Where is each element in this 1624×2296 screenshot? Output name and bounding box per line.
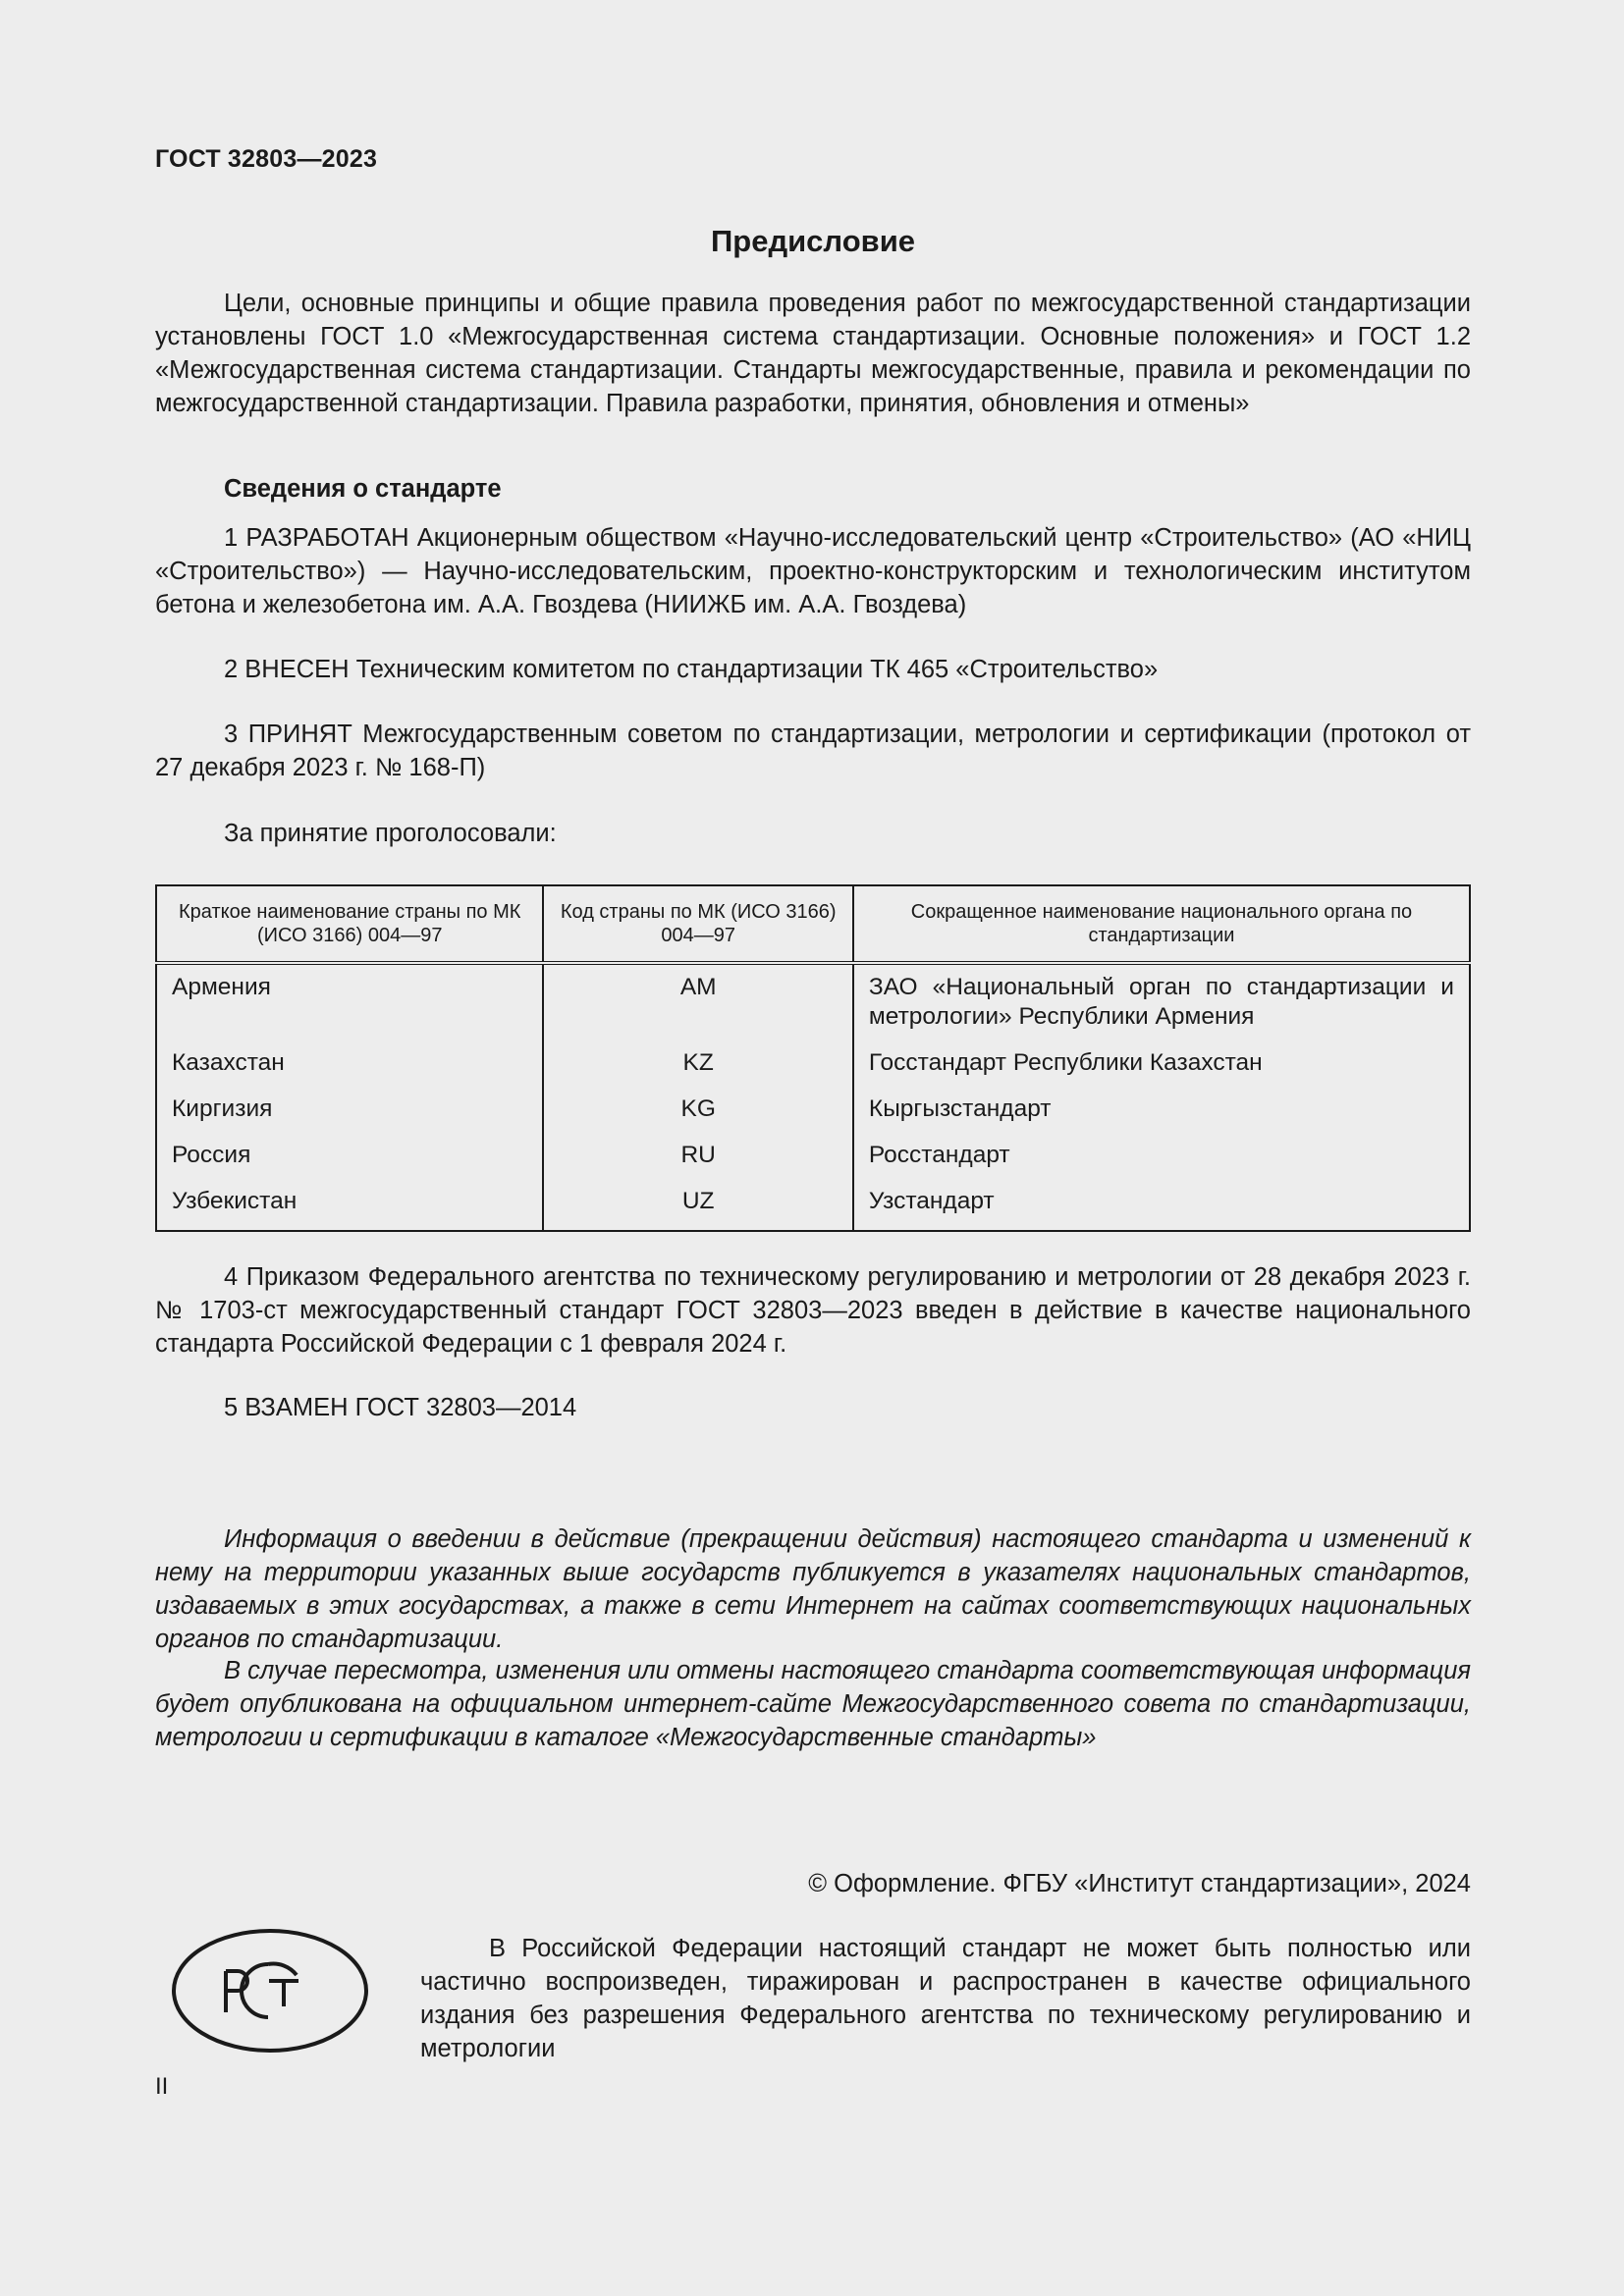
code-cell: KZ xyxy=(543,1045,852,1092)
item-replaces: 5 ВЗАМЕН ГОСТ 32803—2014 xyxy=(224,1394,577,1421)
page-title: Предисловие xyxy=(710,224,915,258)
table-row xyxy=(156,963,1470,1045)
table-row xyxy=(156,1184,1470,1231)
document-id: ГОСТ 32803—2023 xyxy=(155,145,378,173)
copyright-line: © Оформление. ФГБУ «Институт стандартизации», 2024 xyxy=(808,1870,1471,1897)
item-order: 4 Приказом Федерального агентства по техническому регулированию и метрологии от 28 декабря 2023 г. № 1703-ст межгосударственный стандарт ГОСТ 32803—2023 введен в действие в качестве национального стандарта Российской Федерации с 1 февраля 2024 г. xyxy=(155,1263,1471,1358)
table-header-row xyxy=(156,885,1470,963)
body-cell: Узстандарт xyxy=(853,1184,1470,1231)
page-number: II xyxy=(155,2073,169,2100)
country-cell: Казахстан xyxy=(156,1045,543,1092)
rights-notice: В Российской Федерации настоящий стандарт не может быть полностью или частично воспроизведен, тиражирован и распространен в качестве официального издания без разрешения Федерального агентства по техническому регулированию и метрологии xyxy=(420,1935,1471,2062)
rst-certification-mark-icon xyxy=(171,1928,369,2054)
item-introduced: 2 ВНЕСЕН Техническим комитетом по стандартизации ТК 465 «Строительство» xyxy=(224,656,1159,683)
voting-table xyxy=(155,884,1471,1232)
column-header-country: Краткое наименование страны по МК (ИСО 3166) 004—97 xyxy=(156,885,543,963)
country-cell: Киргизия xyxy=(156,1092,543,1138)
body-cell: Росстандарт xyxy=(853,1138,1470,1184)
code-cell: UZ xyxy=(543,1184,852,1231)
country-cell: Узбекистан xyxy=(156,1184,543,1231)
column-header-code: Код страны по МК (ИСО 3166) 004—97 xyxy=(543,885,852,963)
intro-paragraph: Цели, основные принципы и общие правила проведения работ по межгосударственной стандартизации установлены ГОСТ 1.0 «Межгосударственная система стандартизации. Основные положения» и ГОСТ 1.2 «Межгосударственная система стандартизации. Стандарты межгосударственные, правила и рекомендации по межгосударственной стандартизации. Правила разработки, принятия, обновления и отмены» xyxy=(155,290,1471,417)
body-cell: Кыргызстандарт xyxy=(853,1092,1470,1138)
table-row xyxy=(156,1092,1470,1138)
table-row xyxy=(156,1045,1470,1092)
code-cell: KG xyxy=(543,1092,852,1138)
code-cell: AM xyxy=(543,963,852,1045)
notice-paragraph-1: Информация о введении в действие (прекращении действия) настоящего стандарта и изменений к нему на территории указанных выше государств публикуется в указателях национальных стандартов, издаваемых в этих государствах, а также в сети Интернет на сайтах соответствующих национальных органов по стандартизации. xyxy=(155,1525,1471,1653)
column-header-body: Сокращенное наименование национального органа по стандартизации xyxy=(853,885,1470,963)
item-adopted: 3 ПРИНЯТ Межгосударственным советом по стандартизации, метрологии и сертификации (протокол от 27 декабря 2023 г. № 168-П) xyxy=(155,721,1471,781)
body-cell: ЗАО «Национальный орган по стандартизации и метрологии» Республики Армения xyxy=(853,963,1470,1045)
item-developed: 1 РАЗРАБОТАН Акционерным обществом «Научно-исследовательский центр «Строительство» (АО «НИЦ «Строительство») — Научно-исследовательским, проектно-конструкторским и технологическим институтом бетона и железобетона им. А.А. Гвоздева (НИИЖБ им. А.А. Гвоздева) xyxy=(155,524,1471,618)
body-cell: Госстандарт Республики Казахстан xyxy=(853,1045,1470,1092)
country-cell: Армения xyxy=(156,963,543,1045)
info-heading: Сведения о стандарте xyxy=(224,475,502,503)
code-cell: RU xyxy=(543,1138,852,1184)
country-cell: Россия xyxy=(156,1138,543,1184)
voted-label: За принятие проголосовали: xyxy=(224,820,557,847)
table-row xyxy=(156,1138,1470,1184)
notice-paragraph-2: В случае пересмотра, изменения или отмены настоящего стандарта соответствующая информация будет опубликована на официальном интернет-сайте Межгосударственного совета по стандартизации, метрологии и сертификации в каталоге «Межгосударственные стандарты» xyxy=(155,1657,1471,1751)
